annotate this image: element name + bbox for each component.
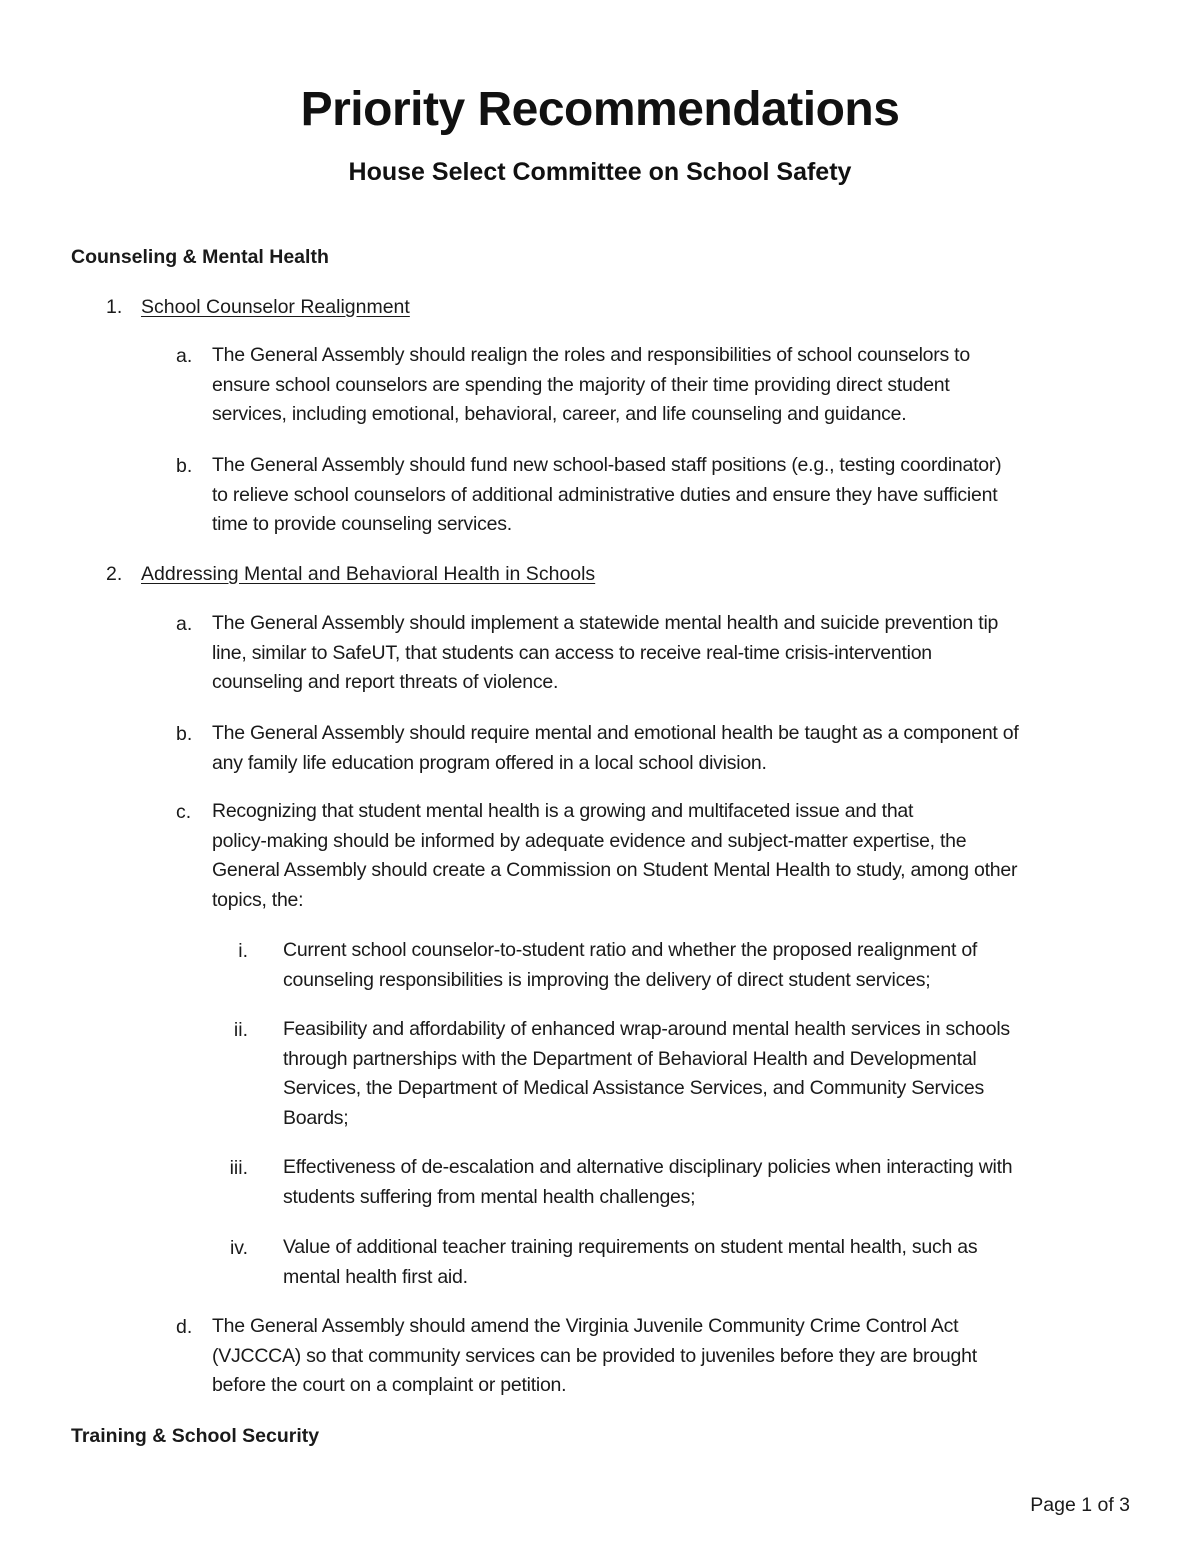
- item-title: School Counselor Realignment: [141, 296, 410, 318]
- paragraph: [212, 451, 1001, 540]
- document-title: Priority Recommendations: [300, 83, 900, 136]
- paragraph-line: counseling responsibilities is improving the delivery of direct student services;: [283, 968, 931, 991]
- sub-item-letter: c.: [176, 801, 192, 823]
- paragraph-line: topics, the:: [212, 889, 304, 912]
- sub-item-numeral: iv.: [229, 1237, 248, 1259]
- paragraph: [212, 1312, 977, 1401]
- item-title: Addressing Mental and Behavioral Health in Schools: [141, 563, 596, 585]
- paragraph: [283, 1015, 1010, 1134]
- paragraph-line: The General Assembly should require mental and emotional health be taught as a component of: [212, 722, 1019, 744]
- paragraph-line: General Assembly should create a Commission on Student Mental Health to study, among other: [212, 859, 1018, 882]
- paragraph-line: policy-making should be informed by adequate evidence and subject-matter expertise, the: [212, 829, 967, 852]
- paragraph-line: Current school counselor-to-student ratio and whether the proposed realignment of: [283, 939, 978, 961]
- paragraph-line: mental health first aid.: [283, 1265, 468, 1288]
- item-number: 2.: [106, 563, 123, 585]
- paragraph-line: The General Assembly should amend the Virginia Juvenile Community Crime Control Act: [212, 1315, 959, 1337]
- paragraph: [283, 1153, 1012, 1212]
- paragraph-line: any family life education program offered in a local school division.: [212, 751, 767, 774]
- paragraph-line: Feasibility and affordability of enhanced wrap-around mental health services in schools: [283, 1018, 1010, 1040]
- paragraph-line: (VJCCCA) so that community services can be provided to juveniles before they are brought: [212, 1344, 977, 1367]
- paragraph-line: students suffering from mental health challenges;: [283, 1185, 696, 1208]
- sub-item-letter: b.: [176, 455, 193, 477]
- paragraph: [212, 719, 1019, 778]
- paragraph-line: to relieve school counselors of additional administrative duties and ensure they have sufficient: [212, 483, 998, 506]
- sub-item-letter: d.: [176, 1316, 193, 1338]
- item-number: 1.: [106, 296, 123, 318]
- paragraph-line: line, similar to SafeUT, that students can access to receive real-time crisis-intervention: [212, 641, 932, 664]
- sub-item-numeral: iii.: [229, 1157, 248, 1179]
- document-subtitle: House Select Committee on School Safety: [348, 158, 852, 186]
- paragraph-line: Value of additional teacher training requirements on student mental health, such as: [283, 1236, 978, 1258]
- sub-item-numeral: ii.: [233, 1019, 248, 1041]
- paragraph-line: The General Assembly should implement a statewide mental health and suicide prevention tip: [212, 612, 999, 634]
- paragraph: [212, 609, 998, 698]
- paragraph-line: through partnerships with the Department of Behavioral Health and Developmental: [283, 1047, 977, 1070]
- sub-item-letter: b.: [176, 723, 193, 745]
- paragraph-line: Boards;: [283, 1107, 349, 1130]
- paragraph-line: services, including emotional, behavioral, career, and life counseling and guidance.: [212, 403, 907, 426]
- sub-item-letter: a.: [176, 345, 193, 367]
- paragraph-line: The General Assembly should fund new school-based staff positions (e.g., testing coordinator): [212, 454, 1002, 476]
- paragraph-line: Services, the Department of Medical Assistance Services, and Community Services: [283, 1077, 984, 1100]
- paragraph-line: counseling and report threats of violence.: [212, 671, 559, 694]
- sub-item-numeral: i.: [238, 940, 248, 962]
- section-heading-counseling: Counseling & Mental Health: [71, 246, 329, 268]
- paragraph-line: The General Assembly should realign the roles and responsibilities of school counselors to: [212, 344, 970, 366]
- sub-item-letter: a.: [176, 613, 193, 635]
- paragraph-line: ensure school counselors are spending the majority of their time providing direct student: [212, 373, 950, 396]
- paragraph: [283, 936, 977, 995]
- paragraph: [283, 1233, 977, 1292]
- paragraph-line: before the court on a complaint or petition.: [212, 1374, 567, 1397]
- paragraph: [212, 797, 1017, 916]
- paragraph-line: Recognizing that student mental health is a growing and multifaceted issue and that: [212, 800, 914, 822]
- paragraph-line: Effectiveness of de-escalation and alternative disciplinary policies when interacting with: [283, 1156, 1013, 1178]
- paragraph-line: time to provide counseling services.: [212, 513, 512, 536]
- paragraph: [212, 341, 970, 430]
- section-heading-training: Training & School Security: [71, 1425, 320, 1447]
- page-number: Page 1 of 3: [1030, 1494, 1130, 1516]
